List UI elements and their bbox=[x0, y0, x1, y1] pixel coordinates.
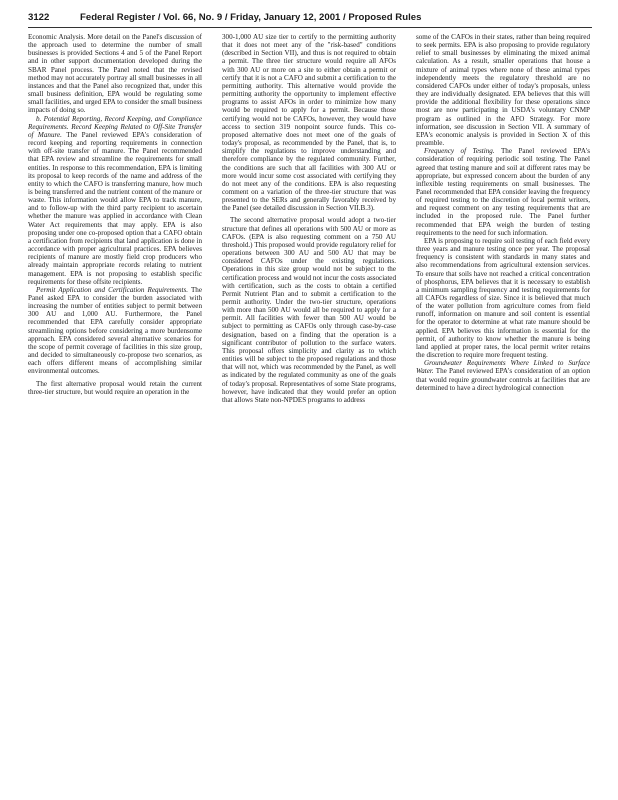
paragraph-text: The first alternative proposal would retain the current three-tier structure, but would require an operation in the bbox=[28, 379, 202, 396]
paragraph-text: Economic Analysis. More detail on the Panel's discussion of the approach used to determine the number of small businesses is provided Sections 4 and 5 of the Panel Report and in other support documentation developed during the SBAR Panel process. The Panel noted that the revised method may not accurately portray all small businesses in all instances and that the Panel also recognized that, under this small business definition, EPA would be regulating some small facilities, and urged EPA to consider the small business impacts of doing so. bbox=[28, 33, 202, 115]
paragraph bbox=[416, 147, 590, 237]
paragraph bbox=[28, 115, 202, 286]
header-rule bbox=[28, 27, 592, 28]
paragraph-heading: Permit Application and Certification Requirements. bbox=[36, 285, 188, 294]
paragraph bbox=[28, 380, 202, 396]
paragraph-text: some of the CAFOs in their states, rather than being required to seek permits. EPA is also proposing to provide regulatory relief to small businesses by eliminating the mixed animal calculation. As a result, smaller operations that house a mixture of animal types where none of these animal types independently meets the regulatory threshold are no considered CAFOs under either of today's proposals, unless they are individually designated. EPA believes that this will provide the additional flexibility for these operations since most are now participating in USDA's voluntary CNMP program as outlined in the AFO Strategy. For more information, see discussion in Section VII. A summary of EPA's economic analysis is provided in Section X of this preamble. bbox=[416, 33, 590, 148]
paragraph bbox=[222, 33, 396, 212]
page-header bbox=[28, 12, 592, 26]
page-number: 3122 bbox=[28, 12, 50, 23]
paragraph-text: The second alternative proposal would adopt a two-tier structure that defines all operations with 500 AU or more as CAFOs. (EPA is also requesting comment on a 750 AU threshold.) This proposed would provide regulatory relief for operations between 300 AU and 500 AU that may be considered CAFOs under the existing regulations. Operations in this size group would not be subject to the certification process and would not incur the costs associated with certification, such as the costs to obtain a certified Permit Nutrient Plan and to submit a certification to the permit authority. Under the two-tier structure, operations with more than 500 AU would all be required to apply for a permit. All facilities with fewer than 500 AU would be subject to permitting as CAFOs only through case-by-case designation, based on a finding that the operation is a significant contributor of pollution to the surface waters. This proposal offers simplicity and clarity as to which entities will be subject to the proposed regulations and those that will not, which was recommended by the Panel, as well as indicated by the regulated community as one of the goals of today's proposal. Representatives of some State programs, however, have indicated that they would prefer an option that allows State non-NPDES programs to address bbox=[222, 216, 396, 404]
paragraph bbox=[416, 33, 590, 147]
paragraph bbox=[222, 216, 396, 404]
paragraph bbox=[416, 237, 590, 359]
paragraph bbox=[28, 286, 202, 376]
header-title: Federal Register / Vol. 66, No. 9 / Friday, January 12, 2001 / Proposed Rules bbox=[80, 12, 422, 23]
paragraph-text: The Panel asked EPA to consider the burden associated with increasing the number of entities subject to permit between 300 AU and 1,000 AU. Furthermore, the Panel recommended that EPA carefully consider appropriate streamlining options before considering a more burdensome approach. EPA considered several alternative scenarios for the scope of permit coverage of facilities in this size group, and decided to simultaneously co-propose two scenarios, as each offers different means of accomplishing similar environmental outcomes. bbox=[28, 285, 202, 376]
paragraph-heading: b. Potential Reporting, Record Keeping, and Compliance Requirements. Record Keeping Related to Off-Site Transfer of Manure. bbox=[28, 114, 202, 139]
paragraph-text: The Panel reviewed EPA's consideration of record keeping and reporting requirements in connection with off-site transfer of manure. The Panel recommended that EPA review and streamline the requirements for small entities. In response to this recommendation, EPA is limiting its proposal to keep records of the name and address of the entity to which the CAFO is transferring manure, how much is being transferred and the nutrient content of the manure or waste. This information would allow EPA to track manure, and to follow-up with the third party recipient to ascertain whether the manure was applied in accordance with Clean Water Act requirements that may apply. EPA is also proposing under one co-proposed option that a CAFO obtain a certification from recipients that land application is done in accordance with proper agricultural practices. EPA believes recipients of manure are mostly field crop producers who already maintain appropriate records relating to nutrient management. EPA is not proposing to establish specific requirements for these offsite recipients. bbox=[28, 130, 202, 286]
paragraph bbox=[416, 359, 590, 392]
paragraph-heading: Frequency of Testing. bbox=[424, 147, 495, 156]
paragraph-text: The Panel reviewed EPA's consideration of requiring periodic soil testing. The Panel agreed that testing manure and soil at different rates may be appropriate, but expressed concern about the burden of any inflexible testing requirements on small businesses. The Panel recommended that EPA consider leaving the frequency of required testing to the discretion of local permit writers, and request comment on any testing requirements that are included in the proposed rule. The Panel further recommended that EPA weigh the burden of testing requirements to the need for such information. bbox=[416, 147, 590, 237]
text-column-3 bbox=[416, 33, 590, 789]
paragraph bbox=[28, 33, 202, 115]
text-column-2 bbox=[222, 33, 396, 789]
paragraph-heading: Groundwater Requirements Where Linked to Surface Water. bbox=[416, 359, 590, 376]
paragraph-text: EPA is proposing to require soil testing of each field every three years and manure testing once per year. The proposal frequency is consistent with standards in many states and also recommendations from agricultural extension services. To ensure that soils have not reached a critical concentration of phosphorus, EPA believes that it is necessary to establish a minimum sampling frequency and testing requirements for all CAFOs regardless of size. Since it is believed that much of the water pollution from agriculture comes from field runoff, information on manure and soil content is essential for the operator to determine at what rate manure should be applied. EPA believes this information is essential for the permit, of authority to know whether the manure is being land applied at proper rates, the local permit writer retains the discretion to require more frequent testing. bbox=[416, 236, 590, 360]
text-column-1 bbox=[28, 33, 202, 789]
paragraph-text: The Panel reviewed EPA's consideration of an option that would require groundwater controls at facilities that are determined to have a direct hydrological connection bbox=[416, 367, 590, 392]
paragraph-text: 300-1,000 AU size tier to certify to the permitting authority that it does not meet any of the "risk-based" conditions (described in Section VII), and thus is not required to obtain a permit. The three tier structure would require all AFOs with 300 AU or more on a site to either obtain a permit or certify that it is not a CAFO and submit a certification to the permitting authority. This alternative would provide the permitting authority the opportunity to implement effective programs to assist AFOs in order to minimize how many would be required to apply for a permit. Because those certifying would not be CAFOs, however, they would have access to section 319 nonpoint source funds. This co-proposed alternative does not meet one of the goals of today's proposal, as recommended by the Panel, that is, to simplify the regulations to improve understanding and therefore compliance by the regulated community. Further, the conditions are such that all facilities with 300 AU or more would incur some cost associated with certifying they do not meet any of the conditions. EPA is also requesting comment on a variation of the three-tier structure that was presented to the SERs and generally favorably received by the Panel (see detailed discussion in Section VII.B.3). bbox=[222, 33, 396, 213]
